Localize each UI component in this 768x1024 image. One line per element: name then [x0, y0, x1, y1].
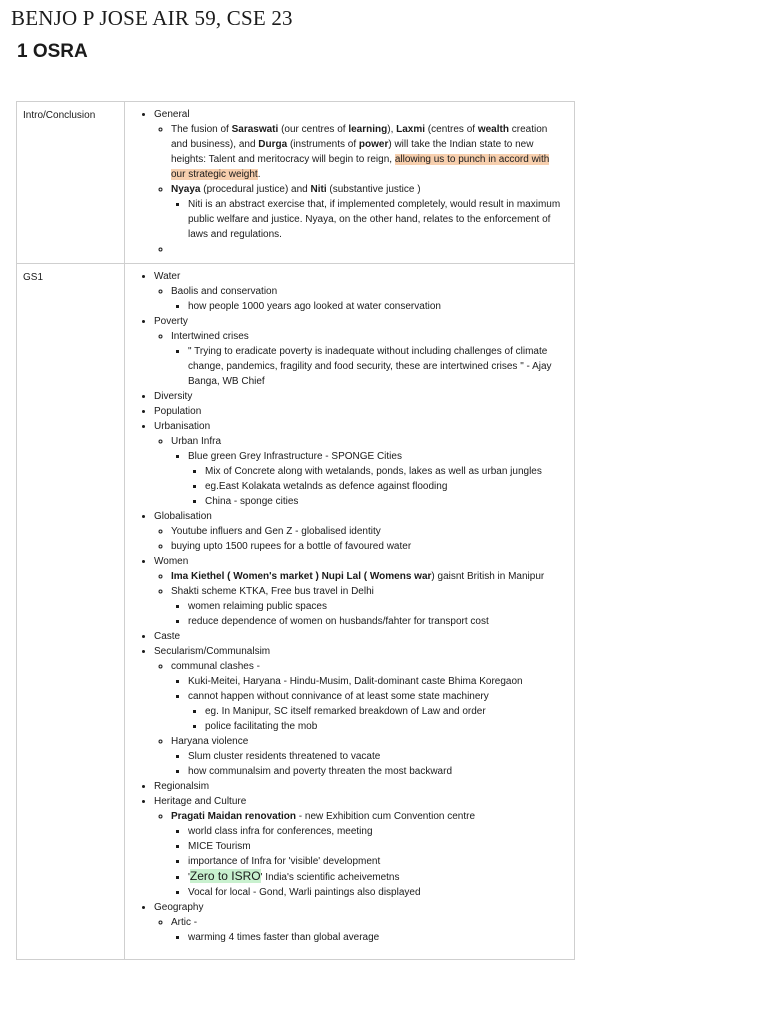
list-item: ▪ Slum cluster residents threatened to vacate [188, 749, 566, 764]
list-item [154, 644, 566, 779]
row-label-intro: Intro/Conclusion [17, 102, 125, 264]
empty-list-item [171, 242, 566, 257]
list-item [171, 284, 566, 314]
list-item: ▪ Vocal for local - Gond, Warli paintings also displayed [188, 885, 566, 900]
list-item [188, 869, 566, 885]
bold-saraswati: Saraswati [231, 124, 279, 135]
list-item: ▪ eg.East Kolakata wetalnds as defence against flooding [205, 479, 566, 494]
list-item [171, 809, 566, 900]
list-item [171, 915, 566, 945]
item-text: communal clashes - [171, 661, 260, 672]
text-run: (procedural justice) and [200, 184, 311, 195]
bold-nyaya: Nyaya [171, 184, 201, 195]
text-run: ) gaisnt British in Manipur [431, 571, 545, 582]
list-item: ▪ how communalsim and poverty threaten the most backward [188, 764, 566, 779]
list-item: ▪ reduce dependence of women on husbands/fahter for transport cost [188, 614, 566, 629]
list-item [171, 569, 566, 584]
list-item: • Diversity [154, 389, 566, 404]
text-run: (centres of [425, 124, 478, 135]
list-item [188, 449, 566, 509]
list-item [154, 554, 566, 629]
list-item: ▪ Mix of Concrete along with wetalands, ponds, lakes as well as urban jungles [205, 464, 566, 479]
list-item: ▪ how people 1000 years ago looked at water conservation [188, 299, 566, 314]
list-item [171, 122, 566, 182]
bullet-heritage: Heritage and Culture [154, 796, 247, 807]
text-run: . [257, 169, 261, 180]
list-item: ▪ world class infra for conferences, meeting [188, 824, 566, 839]
list-item: ▪ MICE Tourism [188, 839, 566, 854]
list-item: ▪ eg. In Manipur, SC itself remarked breakdown of Law and order [205, 704, 566, 719]
list-item [154, 269, 566, 314]
list-item: • Caste [154, 629, 566, 644]
item-text: Urban Infra [171, 436, 222, 447]
list-item [154, 794, 566, 900]
bold-power: power [358, 139, 389, 150]
list-item: ▪ women relaiming public spaces [188, 599, 566, 614]
author-line: BENJO P JOSE AIR 59, CSE 23 [11, 6, 293, 30]
list-item [171, 734, 566, 779]
item-text: Artic - [171, 917, 198, 928]
bullet-geography: Geography [154, 902, 204, 913]
item-text: Haryana violence [171, 736, 249, 747]
list-item [171, 584, 566, 629]
list-item: ▪ Kuki-Meitei, Haryana - Hindu-Musim, Dalit-dominant caste Bhima Koregaon [188, 674, 566, 689]
bullet-urbanisation: Urbanisation [154, 421, 211, 432]
text-run: ) will take the Indian state to new heights: Talent and meritocracy will begin to reign, [171, 139, 534, 165]
bullet-poverty: Poverty [154, 316, 188, 327]
bold-niti: Niti [310, 184, 327, 195]
page-title: 1 OSRA [17, 41, 88, 62]
highlighted-text: allowing us to punch in accord with our strategic weight [171, 154, 550, 180]
text-run: - new Exhibition cum Convention centre [296, 811, 476, 822]
row-label-gs1: GS1 [17, 264, 125, 960]
bold-durga: Durga [258, 139, 288, 150]
table-row-intro [17, 102, 575, 264]
list-item: ▪ importance of Infra for 'visible' development [188, 854, 566, 869]
table-row-gs1 [17, 264, 575, 960]
row-content-gs1 [125, 264, 575, 960]
text-run: (our centres of [278, 124, 349, 135]
list-item: ▪ " Trying to eradicate poverty is inadequate without including challenges of climate change, pandemics, fragility and food security, these are intertwined crises " - Ajay Banga, WB Chief [188, 344, 566, 389]
list-item [154, 419, 566, 509]
list-item: ▪ warming 4 times faster than global average [188, 930, 566, 945]
row-content-intro [125, 102, 575, 264]
item-text: Intertwined crises [171, 331, 249, 342]
bullet-secularism: Secularism/Communalsim [154, 646, 271, 657]
bullet-women: Women [154, 556, 189, 567]
text-run: ' [188, 872, 190, 883]
bold-wealth: wealth [477, 124, 509, 135]
text-run: ' India's scientific acheivemetns [260, 872, 400, 883]
bold-learning: learning [348, 124, 388, 135]
list-item: ▪ China - sponge cities [205, 494, 566, 509]
bullet-general: General [154, 109, 190, 120]
item-text: Shakti scheme KTKA, Free bus travel in Delhi [171, 586, 374, 597]
text-run: ), [387, 124, 397, 135]
bullet-water: Water [154, 271, 181, 282]
list-item [154, 900, 566, 945]
list-item [154, 509, 566, 554]
list-item: ▪ police facilitating the mob [205, 719, 566, 734]
text-run: (substantive justice ) [326, 184, 421, 195]
list-item: ◦ Youtube influers and Gen Z - globalised identity [171, 524, 566, 539]
list-item [171, 434, 566, 509]
bold-pragati-maidan: Pragati Maidan renovation [171, 811, 297, 822]
list-item [171, 182, 566, 242]
bullet-globalisation: Globalisation [154, 511, 212, 522]
bold-laxmi: Laxmi [396, 124, 426, 135]
text-run: creation and business), and [171, 124, 548, 150]
text-run: (instruments of [287, 139, 359, 150]
list-item [188, 689, 566, 734]
text-run: The fusion of [171, 124, 232, 135]
item-text: Baolis and conservation [171, 286, 278, 297]
list-item: ◦ buying upto 1500 rupees for a bottle of favoured water [171, 539, 566, 554]
list-item [171, 329, 566, 389]
bold-ima-kiethel: Ima Kiethel ( Women's market ) Nupi Lal ( Womens war [171, 571, 432, 582]
notes-table [16, 101, 575, 960]
list-item: ▪ Niti is an abstract exercise that, if implemented completely, would result in maximum public welfare and justice. Nyaya, on the other hand, relates to the enforcement of laws and regulations. [188, 197, 566, 242]
list-item: • Population [154, 404, 566, 419]
list-item [154, 314, 566, 389]
item-text: Blue green Grey Infrastructure - SPONGE Cities [188, 451, 402, 462]
list-item [171, 659, 566, 734]
item-text: cannot happen without connivance of at least some state machinery [188, 691, 489, 702]
list-item [154, 107, 566, 257]
list-item: • Regionalsim [154, 779, 566, 794]
highlighted-text: Zero to ISRO [189, 869, 261, 883]
